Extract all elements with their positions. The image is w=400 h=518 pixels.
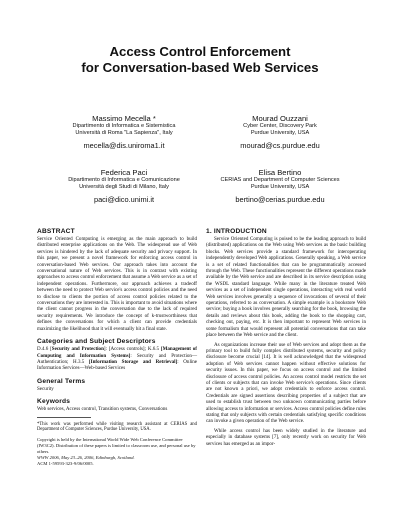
introduction-heading: 1. INTRODUCTION <box>206 228 267 235</box>
footnote-rule <box>37 417 91 420</box>
author-affiliation: Cyber Center, Discovery Park <box>243 123 317 129</box>
general-terms-text: Security <box>37 385 54 392</box>
author-name: Massimo Mecella * <box>92 114 156 123</box>
author-name: Mourad Ouzzani <box>252 114 308 123</box>
copyright-block <box>37 437 197 466</box>
author-block-3 <box>44 168 204 204</box>
paper-title <box>40 44 360 76</box>
author-name: Federica Paci <box>100 168 148 177</box>
author-affiliation: Università degli Studi di Milano, Italy <box>79 184 169 190</box>
categories-heading: Categories and Subject Descriptors <box>37 338 156 346</box>
author-affiliation: Università di Roma "La Sapienza", Italy <box>75 130 173 136</box>
copyright-notice: Copyright is held by the International World Wide Web Conference Committee (IW3C2). Distribution of these papers is limited to classroom use, and personal use by others. <box>37 437 196 454</box>
author-affiliation: Dipartimento di Informatica e Sistemistica <box>72 123 176 129</box>
intro-paragraph-1: Service Oriented Computing is poised to be the leading approach to build (distributed) applications on the Web using Web services as the basic building blocks. Web services provide a standard framework for interoperating independently developed Web applications. Generally speaking, a Web service is a set of related functionalities that can be programmatically accessed through the Web. These functionalities represent the different operations made available by the Web service and are described in its service description using the WSDL standard language. While many in the literature treated Web services as a set of independent single operations, interacting with real world Web services involves generally a sequence of invocations of several of their operations, referred to as conversation. A simple example is a bookstore Web service; buying a book involves generally searching for the book, browsing the details and reviews about this book, adding the book to the shopping cart, checking out, paying, etc. It is then important to represent Web services in some formalism that would represent all potential conversations that can take place between the Web service and the client. <box>206 236 366 339</box>
categories-text: D.4.6 [Security and Protection]: [Access controls]; K.6.5 [Management of Computing and Information Systems]: Security and Protection—Authentication; H.3.5 [Information Storage and Retrieval]: Online Information Services—Web-based Services <box>37 346 198 372</box>
author-affiliation: Dipartimento di Informatica e Comunicazione <box>68 177 180 183</box>
author-affiliation: Purdue University, USA <box>250 130 310 136</box>
abstract-text: Service Oriented Computing is emerging as the main approach to build distributed enterprise applications on the Web. The widespread use of Web services is hindered by the lack of adequate security and privacy support. In this paper, we present a novel framework for enforcing access control in conversation-based Web services. Our approach takes into account the conversational nature of Web services. This is in contrast with existing approaches to access control enforcement that assume a Web service as a set of independent operations. Furthermore, our approach achieves a tradeoff between the need to protect Web service's access control policies and the need to disclose to clients the portion of access control policies related to the conversations they are interested in. This is important to avoid situations where the client cannot progress in the conversation due to the lack of required security requirements. We introduce the concept of k-trustworthiness that defines the conversations for which a client can provide credentials maximizing the likelihood that it will eventually hit a final state. <box>37 236 197 332</box>
author-block-4 <box>200 168 360 204</box>
author-email: mecella@dis.uniroma1.it <box>83 141 165 150</box>
author-email: bertino@cerias.purdue.edu <box>235 195 325 204</box>
author-affiliation: CERIAS and Department of Computer Sciences <box>220 177 340 183</box>
intro-paragraph-3: While access control has been widely studied in the literature and especially in database systems [7], only recently work on security for Web services has emerged as an impor- <box>206 427 366 447</box>
right-column <box>206 227 366 447</box>
title-line-2: for Conversation-based Web Services <box>81 60 319 75</box>
abstract-heading: ABSTRACT <box>37 228 75 235</box>
general-terms-heading: General Terms <box>37 377 86 385</box>
author-email: paci@dico.unimi.it <box>93 195 155 204</box>
keywords-text: Web services, Access control, Transition systems, Conversations <box>37 406 168 413</box>
author-block-2 <box>200 114 360 150</box>
conference-info: WWW 2006, May 23–26, 2006, Edinburgh, Scotland. <box>37 454 135 460</box>
acm-number: ACM 1-59593-323-9/06/0005. <box>37 460 94 466</box>
author-email: mourad@cs.purdue.edu <box>240 141 320 150</box>
title-line-1: Access Control Enforcement <box>109 44 291 59</box>
author-name: Elisa Bertino <box>258 168 302 177</box>
author-affiliation: Purdue University, USA <box>250 184 310 190</box>
author-block-1 <box>44 114 204 150</box>
left-column <box>37 227 197 466</box>
footnote-text: *This work was performed while visiting research assistant at CERIAS and Department of Computer Sciences, Purdue University, USA. <box>37 421 197 433</box>
intro-paragraph-2: As organizations increase their use of Web services and adopt them as the primary tool to build fully complex distributed systems, security and policy disclosure become crucial [14]. It is well acknowledged that the widespread adoption of Web services cannot happen without effective solutions for security issues. In this paper, we focus on access control and the limited disclosure of access control policies. An access control model restricts the set of clients or subjects that can invoke Web service's operations. Since clients are not known a priori, we adopt credentials to enforce access control. Credentials are signed assertions describing properties of a subject that are used to establish trust between two unknown communicating parties before allowing access to information or services. Access control policies define rules stating that only subjects with certain credentials satisfying specific conditions can invoke a given operation of the Web service. <box>206 341 366 425</box>
keywords-heading: Keywords <box>37 398 71 406</box>
